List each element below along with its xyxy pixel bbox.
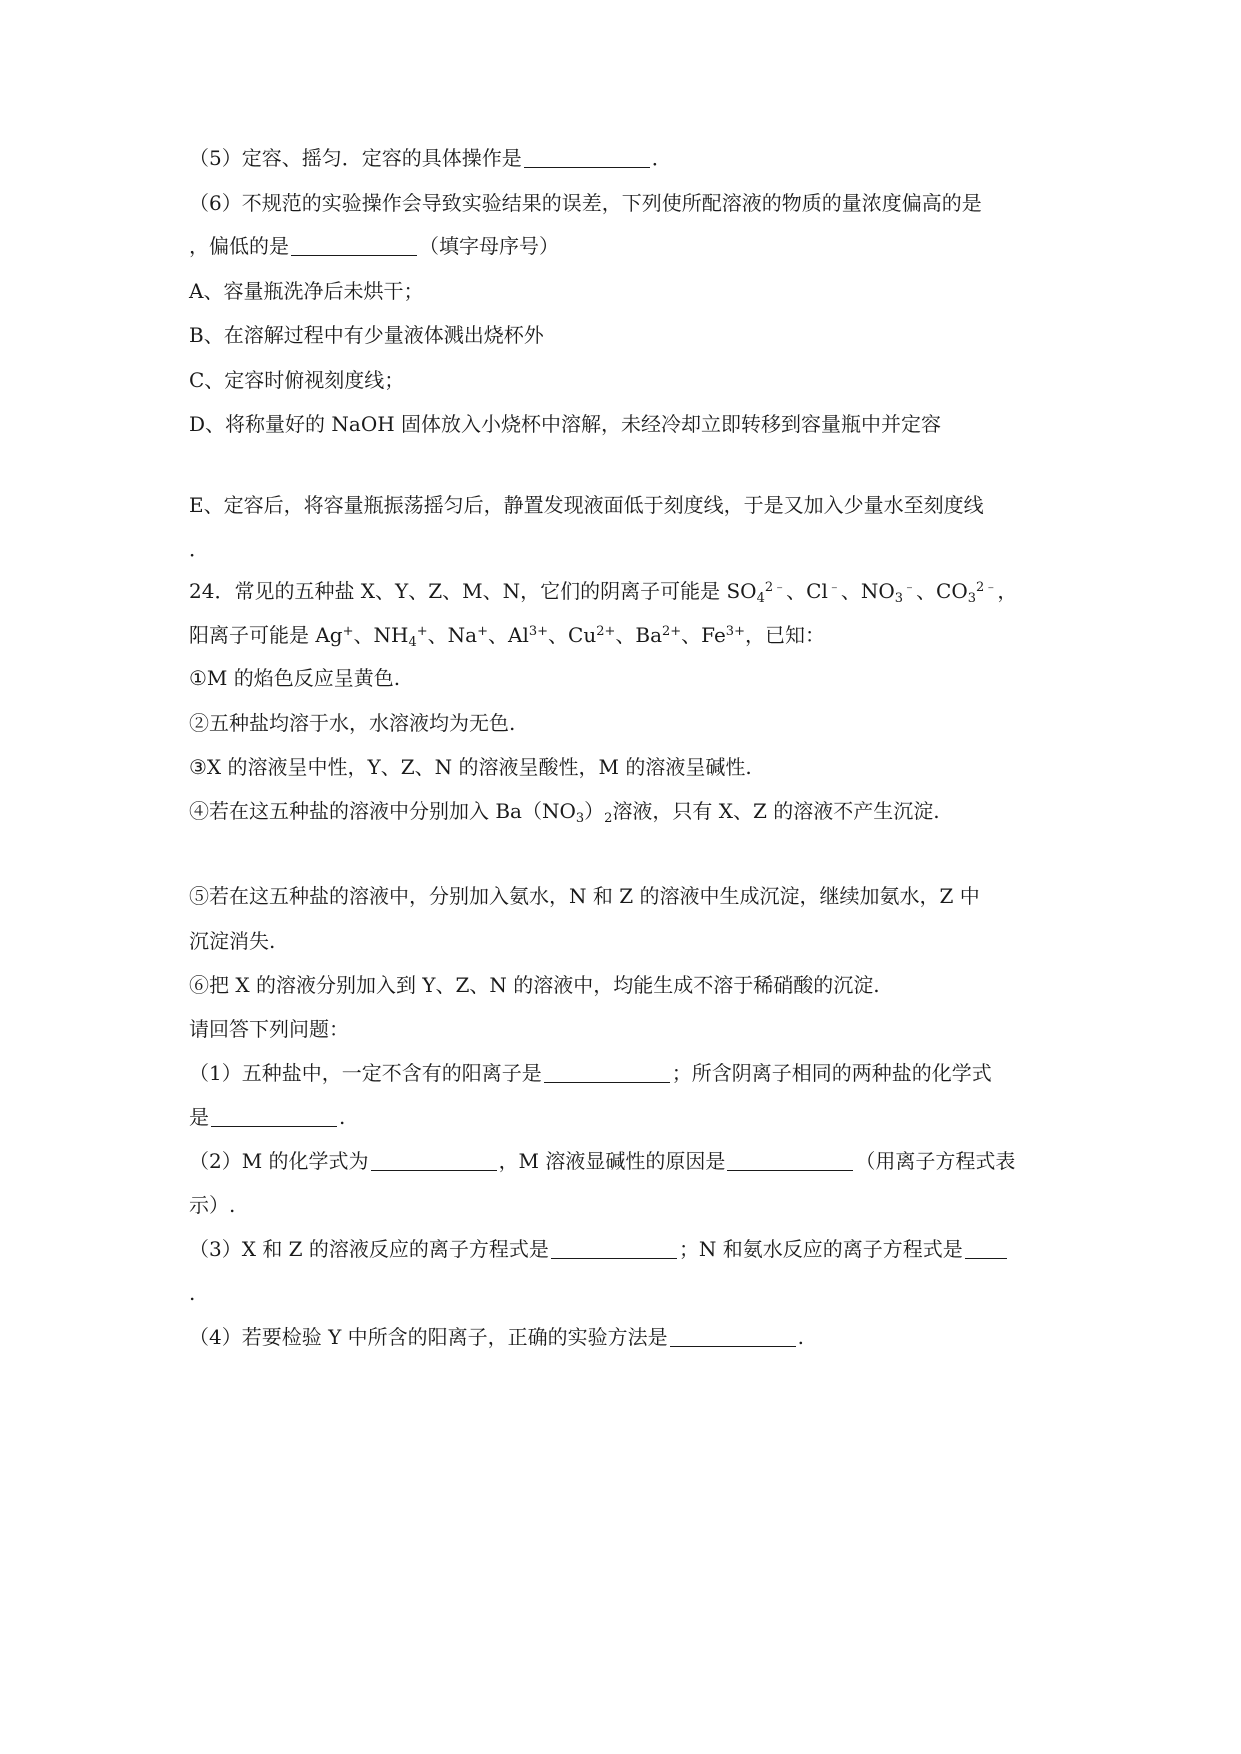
q23-part5-text: （5）定容、摇匀．定容的具体操作是 — [189, 146, 522, 170]
q24-sub2: （2）M 的化学式为 ，M 溶液显碱性的原因是 （用离子方程式表 — [189, 1149, 1016, 1173]
q23-part6-cont: ，偏低的是 （填字母序号） — [189, 234, 559, 258]
q24-cations: 阳离子可能是 Ag+、$NH_4^+$、Na+、$Al^{3+}$、$Cu^{2+}$、$Ba^{2+}$、$Fe^{3+}$，已知： — [189, 623, 825, 650]
answer-blank[interactable] — [291, 235, 417, 256]
answer-blank[interactable] — [544, 1062, 670, 1083]
condition-3: ③X 的溶液呈中性，Y、Z、N 的溶液呈酸性，M 的溶液呈碱性. — [189, 755, 752, 779]
option-e-end: ． — [189, 537, 209, 561]
answer-blank[interactable] — [727, 1150, 853, 1171]
answer-blank[interactable] — [551, 1238, 677, 1259]
q23-part5: （5）定容、摇匀．定容的具体操作是 ． — [189, 146, 672, 170]
answer-blank[interactable] — [211, 1106, 337, 1127]
condition-4: ④若在这五种盐的溶液中分别加入 $Ba(NO_3)_2$溶液，只有 X、Z 的溶液不产生沉淀. — [189, 799, 940, 826]
q24-sub2-cont: 示）. — [189, 1193, 236, 1217]
option-c: C、定容时俯视刻度线； — [189, 368, 405, 392]
q24-sub1: （1）五种盐中，一定不含有的阳离子是 ；所含阴离子相同的两种盐的化学式 — [189, 1061, 992, 1085]
condition-2: ②五种盐均溶于水，水溶液均为无色. — [189, 711, 516, 735]
answer-blank[interactable] — [524, 147, 650, 168]
q24-ask: 请回答下列问题： — [189, 1017, 349, 1041]
q23-part6 — [189, 190, 982, 216]
q24-sub3: （3）X 和 Z 的溶液反应的离子方程式是 ；N 和氨水反应的离子方程式是 — [189, 1236, 1009, 1262]
answer-blank[interactable] — [965, 1238, 1007, 1259]
option-d: D、将称量好的 NaOH 固体放入小烧杯中溶解，未经冷却立即转移到容量瓶中并定容 — [189, 412, 942, 436]
answer-blank[interactable] — [670, 1326, 796, 1347]
condition-5: ⑤若在这五种盐的溶液中，分别加入氨水，N 和 Z 的溶液中生成沉淀，继续加氨水，Z 中 — [189, 884, 980, 908]
option-b: B、在溶解过程中有少量液体溅出烧杯外 — [189, 323, 544, 347]
q24-sub1-cont: 是 . — [189, 1105, 346, 1129]
q24-intro: 24．常见的五种盐 X、Y、Z、M、N，它们的阴离子可能是 $SO_4^{2﹣}$、Cl﹣、$NO_3^﹣$、$CO_3^{2﹣}$， — [189, 579, 1018, 606]
condition-6: ⑥把 X 的溶液分别加入到 Y、Z、N 的溶液中，均能生成不溶于稀硝酸的沉淀. — [189, 973, 880, 997]
condition-1: ①M 的焰色反应呈黄色. — [189, 666, 401, 690]
answer-blank[interactable] — [371, 1150, 497, 1171]
q24-sub4: （4）若要检验 Y 中所含的阳离子，正确的实验方法是 . — [189, 1325, 805, 1349]
condition-5-cont: 沉淀消失. — [189, 929, 276, 953]
option-e: E、定容后，将容量瓶振荡摇匀后，静置发现液面低于刻度线，于是又加入少量水至刻度线 — [189, 493, 984, 517]
q24-sub3-cont: . — [189, 1281, 196, 1305]
q23-part6-text: （6）不规范的实验操作会导致实验结果的误差，下列使所配溶液的物质的量浓度偏高的是 — [189, 191, 982, 215]
option-a: A、容量瓶洗净后未烘干； — [189, 279, 424, 303]
